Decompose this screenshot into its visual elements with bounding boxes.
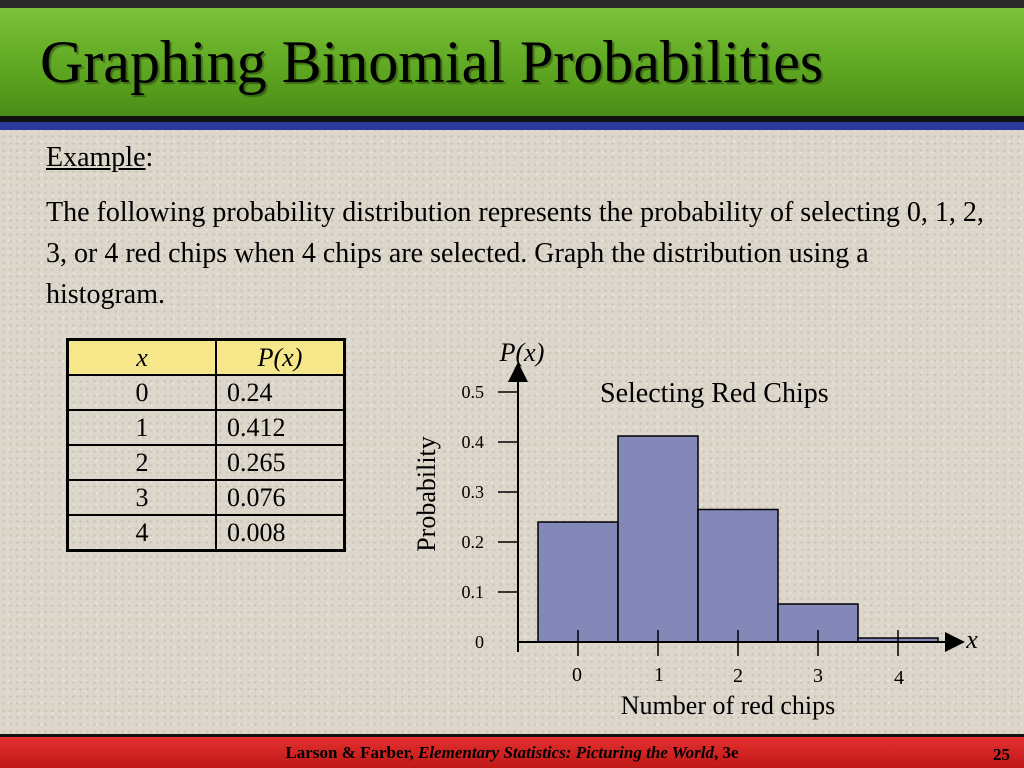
- slide-title: Graphing Binomial Probabilities: [40, 29, 824, 95]
- table-cell-x: 2: [68, 445, 217, 480]
- table-cell-px: 0.076: [216, 480, 345, 515]
- histogram-bar: [538, 522, 618, 642]
- x-tick-label: 2: [733, 665, 743, 687]
- table-cell-x: 1: [68, 410, 217, 445]
- footer-edition: , 3e: [713, 743, 739, 762]
- example-colon: :: [145, 142, 154, 173]
- table-cell-x: 0: [68, 375, 217, 410]
- footer-authors: Larson & Farber,: [285, 743, 418, 762]
- x-axis-label: Number of red chips: [620, 691, 836, 720]
- x-tick-label: 0: [572, 664, 582, 686]
- y-tick-label: 0.2: [461, 532, 484, 552]
- table-cell-px: 0.008: [216, 515, 345, 551]
- x-tick-label: 3: [813, 665, 823, 687]
- table-cell-x: 4: [68, 515, 217, 551]
- example-label: Example: [46, 142, 146, 173]
- page-number: 25: [993, 745, 1010, 764]
- y-tick-label: 0: [475, 632, 484, 652]
- x-tick-label: 4: [894, 667, 904, 689]
- table-cell-px: 0.265: [216, 445, 345, 480]
- y-tick-label: 0.4: [461, 432, 484, 452]
- y-tick-label: 0.5: [461, 382, 484, 402]
- chart-title: Selecting Red Chips: [600, 378, 829, 409]
- x-axis-name: x: [966, 625, 978, 654]
- y-axis-name: P(x): [499, 338, 545, 367]
- footer-bar: [0, 734, 1024, 768]
- table-cell-x: 3: [68, 480, 217, 515]
- y-tick-label: 0.3: [461, 482, 484, 502]
- y-tick-label: 0.1: [461, 582, 484, 602]
- footer-book-title: Elementary Statistics: Picturing the World: [418, 743, 714, 762]
- histogram-bar: [618, 436, 698, 642]
- table-header-px: P(x): [216, 340, 345, 376]
- x-tick-label: 1: [654, 664, 664, 686]
- table-cell-px: 0.24: [216, 375, 345, 410]
- table-header-x: x: [68, 340, 217, 376]
- table-cell-px: 0.412: [216, 410, 345, 445]
- example-description: The following probability distribution represents the probability of selecting 0, 1, 2, 3, or 4 red chips when 4 chips are selected. Graph the distribution using a histogram.: [46, 197, 984, 310]
- footer-citation: [0, 743, 1024, 763]
- y-axis-label: Probability: [412, 436, 441, 552]
- histogram-bar: [698, 510, 778, 643]
